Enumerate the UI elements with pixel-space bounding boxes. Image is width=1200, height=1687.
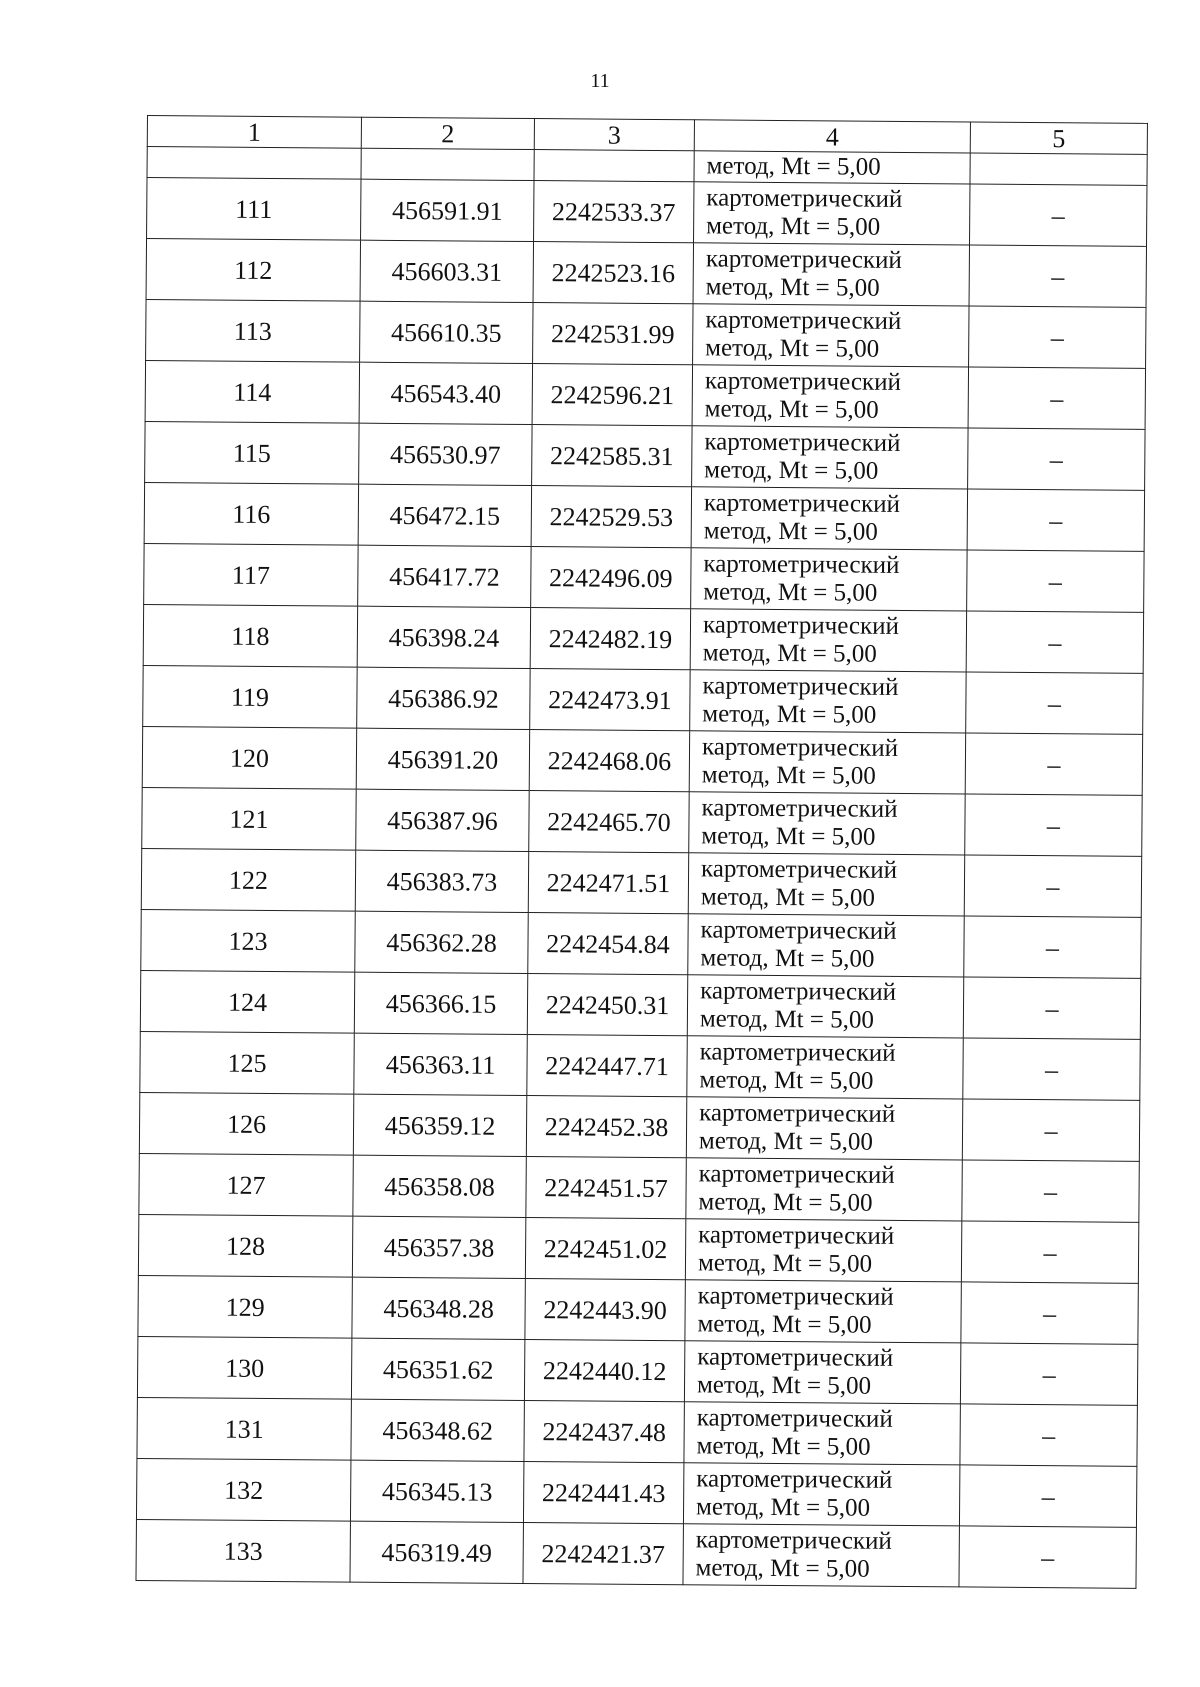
method-cell (691, 487, 967, 550)
y-coordinate-cell: 2242421.37 (523, 1523, 683, 1585)
point-number-cell: 116 (144, 482, 358, 545)
note-cell: – (960, 1404, 1137, 1466)
x-coordinate-cell: 456543.40 (359, 362, 532, 424)
point-number-cell: 124 (140, 970, 354, 1033)
method-line-1: картометрический (700, 977, 897, 1006)
y-coordinate-cell: 2242471.51 (528, 852, 688, 914)
x-coordinate-cell: 456366.15 (354, 972, 527, 1034)
method-cell (686, 1158, 962, 1221)
header-cell: 4 (694, 120, 970, 153)
method-line-1: картометрический (698, 1160, 895, 1189)
table-row (142, 726, 1142, 795)
method-line-2: метод, Mt = 5,00 (702, 639, 877, 668)
x-coordinate-cell: 456351.62 (351, 1338, 524, 1400)
x-coordinate-cell: 456357.38 (352, 1216, 525, 1278)
method-line-2: метод, Mt = 5,00 (695, 1493, 871, 1522)
note-cell: – (969, 245, 1146, 307)
note-cell: – (961, 1221, 1138, 1283)
note-cell: – (960, 1343, 1137, 1405)
x-coordinate-cell: 456362.28 (355, 911, 528, 973)
x-coordinate-cell: 456359.12 (353, 1094, 526, 1156)
note-cell (970, 153, 1147, 185)
y-coordinate-cell: 2242473.91 (530, 669, 690, 731)
table-row (147, 178, 1147, 247)
x-coordinate-cell: 456383.73 (355, 850, 528, 912)
note-cell: – (964, 855, 1141, 917)
x-coordinate-cell: 456610.35 (360, 301, 533, 363)
method-line-1: картометрический (706, 184, 903, 213)
note-cell: – (967, 550, 1144, 612)
method-cell (694, 182, 970, 245)
x-coordinate-cell: 456591.91 (361, 179, 534, 241)
header-cell: 3 (534, 119, 694, 151)
note-cell: – (966, 611, 1143, 673)
table-row (138, 1214, 1138, 1283)
page-number: 11 (590, 70, 610, 92)
y-coordinate-cell: 2242529.53 (531, 486, 691, 548)
header-cell: 1 (147, 116, 361, 149)
y-coordinate-cell: 2242531.99 (533, 303, 693, 365)
y-coordinate-cell (534, 150, 694, 182)
method-cell (688, 853, 964, 916)
x-coordinate-cell: 456417.72 (358, 545, 531, 607)
table-row (139, 1092, 1139, 1161)
x-coordinate-cell: 456386.92 (357, 667, 530, 729)
method-cell (684, 1402, 960, 1465)
x-coordinate-cell: 456472.15 (358, 484, 531, 546)
note-cell: – (967, 489, 1144, 551)
point-number-cell: 121 (142, 787, 356, 850)
method-line-1: картометрический (696, 1404, 893, 1433)
method-cell (684, 1341, 960, 1404)
x-coordinate-cell: 456530.97 (359, 423, 532, 485)
y-coordinate-cell: 2242523.16 (533, 242, 693, 304)
method-line-1: картометрический (700, 916, 897, 945)
method-line-1: картометрический (702, 672, 899, 701)
note-cell: – (959, 1526, 1136, 1588)
method-cell (687, 1036, 963, 1099)
note-cell: – (963, 1038, 1140, 1100)
table-row (145, 360, 1145, 429)
method-line-1: картометрический (697, 1282, 894, 1311)
point-number-cell: 118 (143, 604, 357, 667)
method-line-1: картометрический (705, 245, 902, 274)
x-coordinate-cell (361, 148, 534, 180)
table-row (144, 482, 1144, 551)
point-number-cell (147, 147, 361, 180)
method-line-1: картометрический (701, 733, 899, 762)
point-number-cell: 117 (144, 543, 358, 606)
y-coordinate-cell: 2242443.90 (525, 1279, 685, 1341)
y-coordinate-cell: 2242496.09 (531, 547, 691, 609)
table-row (141, 848, 1141, 917)
table-row (140, 1031, 1140, 1100)
point-number-cell: 131 (137, 1397, 351, 1460)
note-cell: – (961, 1282, 1138, 1344)
header-cell: 2 (361, 117, 534, 149)
table-row (136, 1519, 1136, 1588)
table-row (142, 787, 1142, 856)
table-row (143, 604, 1143, 673)
method-cell (683, 1524, 959, 1587)
method-cell (693, 304, 969, 367)
table-row (146, 299, 1146, 368)
method-line-2: метод, Mt = 5,00 (698, 1127, 874, 1156)
x-coordinate-cell: 456319.49 (350, 1521, 523, 1583)
note-cell: – (963, 977, 1140, 1039)
y-coordinate-cell: 2242451.02 (525, 1218, 685, 1280)
y-coordinate-cell: 2242454.84 (528, 913, 688, 975)
x-coordinate-cell: 456358.08 (353, 1155, 526, 1217)
method-cell (685, 1280, 961, 1343)
method-line-2: метод, Mt = 5,00 (703, 517, 878, 546)
point-number-cell: 123 (141, 909, 355, 972)
table-body (136, 147, 1147, 1589)
method-line-1: картометрический (699, 1038, 896, 1067)
method-line-1: картометрический (695, 1526, 892, 1555)
y-coordinate-cell: 2242437.48 (524, 1401, 684, 1463)
y-coordinate-cell: 2242465.70 (529, 791, 689, 853)
note-cell: – (959, 1465, 1136, 1527)
point-number-cell: 114 (145, 360, 359, 423)
method-line-1: картометрический (704, 367, 902, 396)
method-line-1: картометрический (703, 550, 900, 579)
y-coordinate-cell: 2242596.21 (532, 364, 692, 426)
note-cell: – (966, 672, 1143, 734)
note-cell: – (962, 1160, 1139, 1222)
note-cell: – (962, 1099, 1139, 1161)
x-coordinate-cell: 456348.62 (351, 1399, 524, 1461)
method-cell (692, 365, 968, 428)
method-line-2: метод, Mt = 5,00 (695, 1554, 870, 1583)
table-row (141, 909, 1141, 978)
method-cell (685, 1219, 961, 1282)
point-number-cell: 133 (136, 1519, 350, 1582)
y-coordinate-cell: 2242585.31 (532, 425, 692, 487)
method-line-1: картометрический (697, 1343, 894, 1372)
method-line-1: картометрический (703, 489, 901, 518)
method-line-2: метод, Mt = 5,00 (697, 1310, 872, 1339)
y-coordinate-cell: 2242452.38 (526, 1096, 686, 1158)
table-row (145, 421, 1145, 490)
note-cell: – (968, 367, 1145, 429)
note-cell: – (965, 794, 1142, 856)
table-row (140, 970, 1140, 1039)
method-line-2: метод, Mt = 5,00 (699, 1066, 874, 1095)
y-coordinate-cell: 2242440.12 (524, 1340, 684, 1402)
y-coordinate-cell: 2242450.31 (527, 974, 687, 1036)
method-cell (688, 914, 964, 977)
y-coordinate-cell: 2242533.37 (534, 181, 694, 243)
method-line-1: картометрический (702, 611, 900, 640)
table-row (144, 543, 1144, 612)
method-line-1: картометрический (699, 1099, 896, 1128)
x-coordinate-cell: 456345.13 (350, 1460, 523, 1522)
point-number-cell: 113 (146, 299, 360, 362)
method-cell (689, 731, 965, 794)
method-line-2: метод, Mt = 5,00 (702, 700, 877, 729)
method-cell: метод, Mt = 5,00 (694, 151, 970, 184)
table-row (137, 1336, 1137, 1405)
method-line-1: картометрический (705, 306, 902, 335)
method-line-2: метод, Mt = 5,00 (696, 1432, 871, 1461)
table-row (146, 239, 1146, 308)
method-line-2: метод, Mt = 5,00 (704, 456, 879, 485)
method-line-1: картометрический (698, 1221, 895, 1250)
point-number-cell: 130 (137, 1336, 351, 1399)
table-row (139, 1153, 1139, 1222)
method-cell (693, 243, 969, 306)
table-row (136, 1458, 1136, 1527)
point-number-cell: 120 (142, 726, 356, 789)
note-cell: – (970, 184, 1147, 246)
x-coordinate-cell: 456391.20 (356, 728, 529, 790)
note-cell: – (969, 306, 1146, 368)
method-line-2: метод, Mt = 5,00 (706, 212, 881, 241)
x-coordinate-cell: 456603.31 (360, 240, 533, 302)
point-number-cell: 132 (136, 1458, 350, 1521)
method-line-1: картометрический (704, 428, 901, 457)
note-cell: – (964, 916, 1141, 978)
method-cell (690, 670, 966, 733)
point-number-cell: 115 (145, 421, 359, 484)
method-line-2: метод, Mt = 5,00 (701, 761, 876, 790)
note-cell: – (965, 733, 1142, 795)
point-number-cell: 125 (140, 1031, 354, 1094)
point-number-cell: 119 (143, 665, 357, 728)
method-line-2: метод, Mt = 5,00 (697, 1249, 873, 1278)
point-number-cell: 122 (141, 848, 355, 911)
table-row (138, 1275, 1138, 1344)
method-cell (687, 975, 963, 1038)
method-cell (686, 1097, 962, 1160)
point-number-cell: 129 (138, 1275, 352, 1338)
table-row (137, 1397, 1137, 1466)
note-cell: – (968, 428, 1145, 490)
y-coordinate-cell: 2242441.43 (523, 1462, 683, 1524)
y-coordinate-cell: 2242482.19 (530, 608, 690, 670)
x-coordinate-cell: 456348.28 (352, 1277, 525, 1339)
point-number-cell: 128 (138, 1214, 352, 1277)
y-coordinate-cell: 2242468.06 (529, 730, 689, 792)
point-number-cell: 112 (146, 239, 360, 302)
method-line-2: метод, Mt = 5,00 (699, 1005, 875, 1034)
y-coordinate-cell: 2242451.57 (526, 1157, 686, 1219)
method-line-2: метод, Mt = 5,00 (700, 944, 875, 973)
y-coordinate-cell: 2242447.71 (527, 1035, 687, 1097)
table-row (143, 665, 1143, 734)
method-line-2: метод, Mt = 5,00 (701, 822, 876, 851)
method-line-2: метод, Mt = 5,00 (696, 1371, 872, 1400)
method-line-2: метод, Mt = 5,00 (698, 1188, 873, 1217)
x-coordinate-cell: 456387.96 (356, 789, 529, 851)
point-number-cell: 111 (147, 178, 361, 241)
point-number-cell: 126 (139, 1092, 353, 1155)
method-line-2: метод, Mt = 5,00 (700, 883, 876, 912)
method-line-2: метод, Mt = 5,00 (703, 578, 878, 607)
x-coordinate-cell: 456363.11 (354, 1033, 527, 1095)
method-cell (691, 548, 967, 611)
header-cell: 5 (970, 122, 1147, 154)
method-line-1: картометрический (696, 1465, 893, 1494)
method-line-2: метод, Mt = 5,00 (704, 395, 879, 424)
coordinates-table (135, 115, 1147, 1589)
x-coordinate-cell: 456398.24 (357, 606, 530, 668)
method-cell (683, 1463, 959, 1526)
method-cell (692, 426, 968, 489)
method-cell (689, 792, 965, 855)
method-cell (690, 609, 966, 672)
method-line-1: картометрический (701, 794, 898, 823)
method-line-2: метод, Mt = 5,00 (705, 273, 880, 302)
method-line-2: метод, Mt = 5,00 (705, 334, 880, 363)
point-number-cell: 127 (139, 1153, 353, 1216)
method-line-1: картометрический (700, 855, 898, 884)
